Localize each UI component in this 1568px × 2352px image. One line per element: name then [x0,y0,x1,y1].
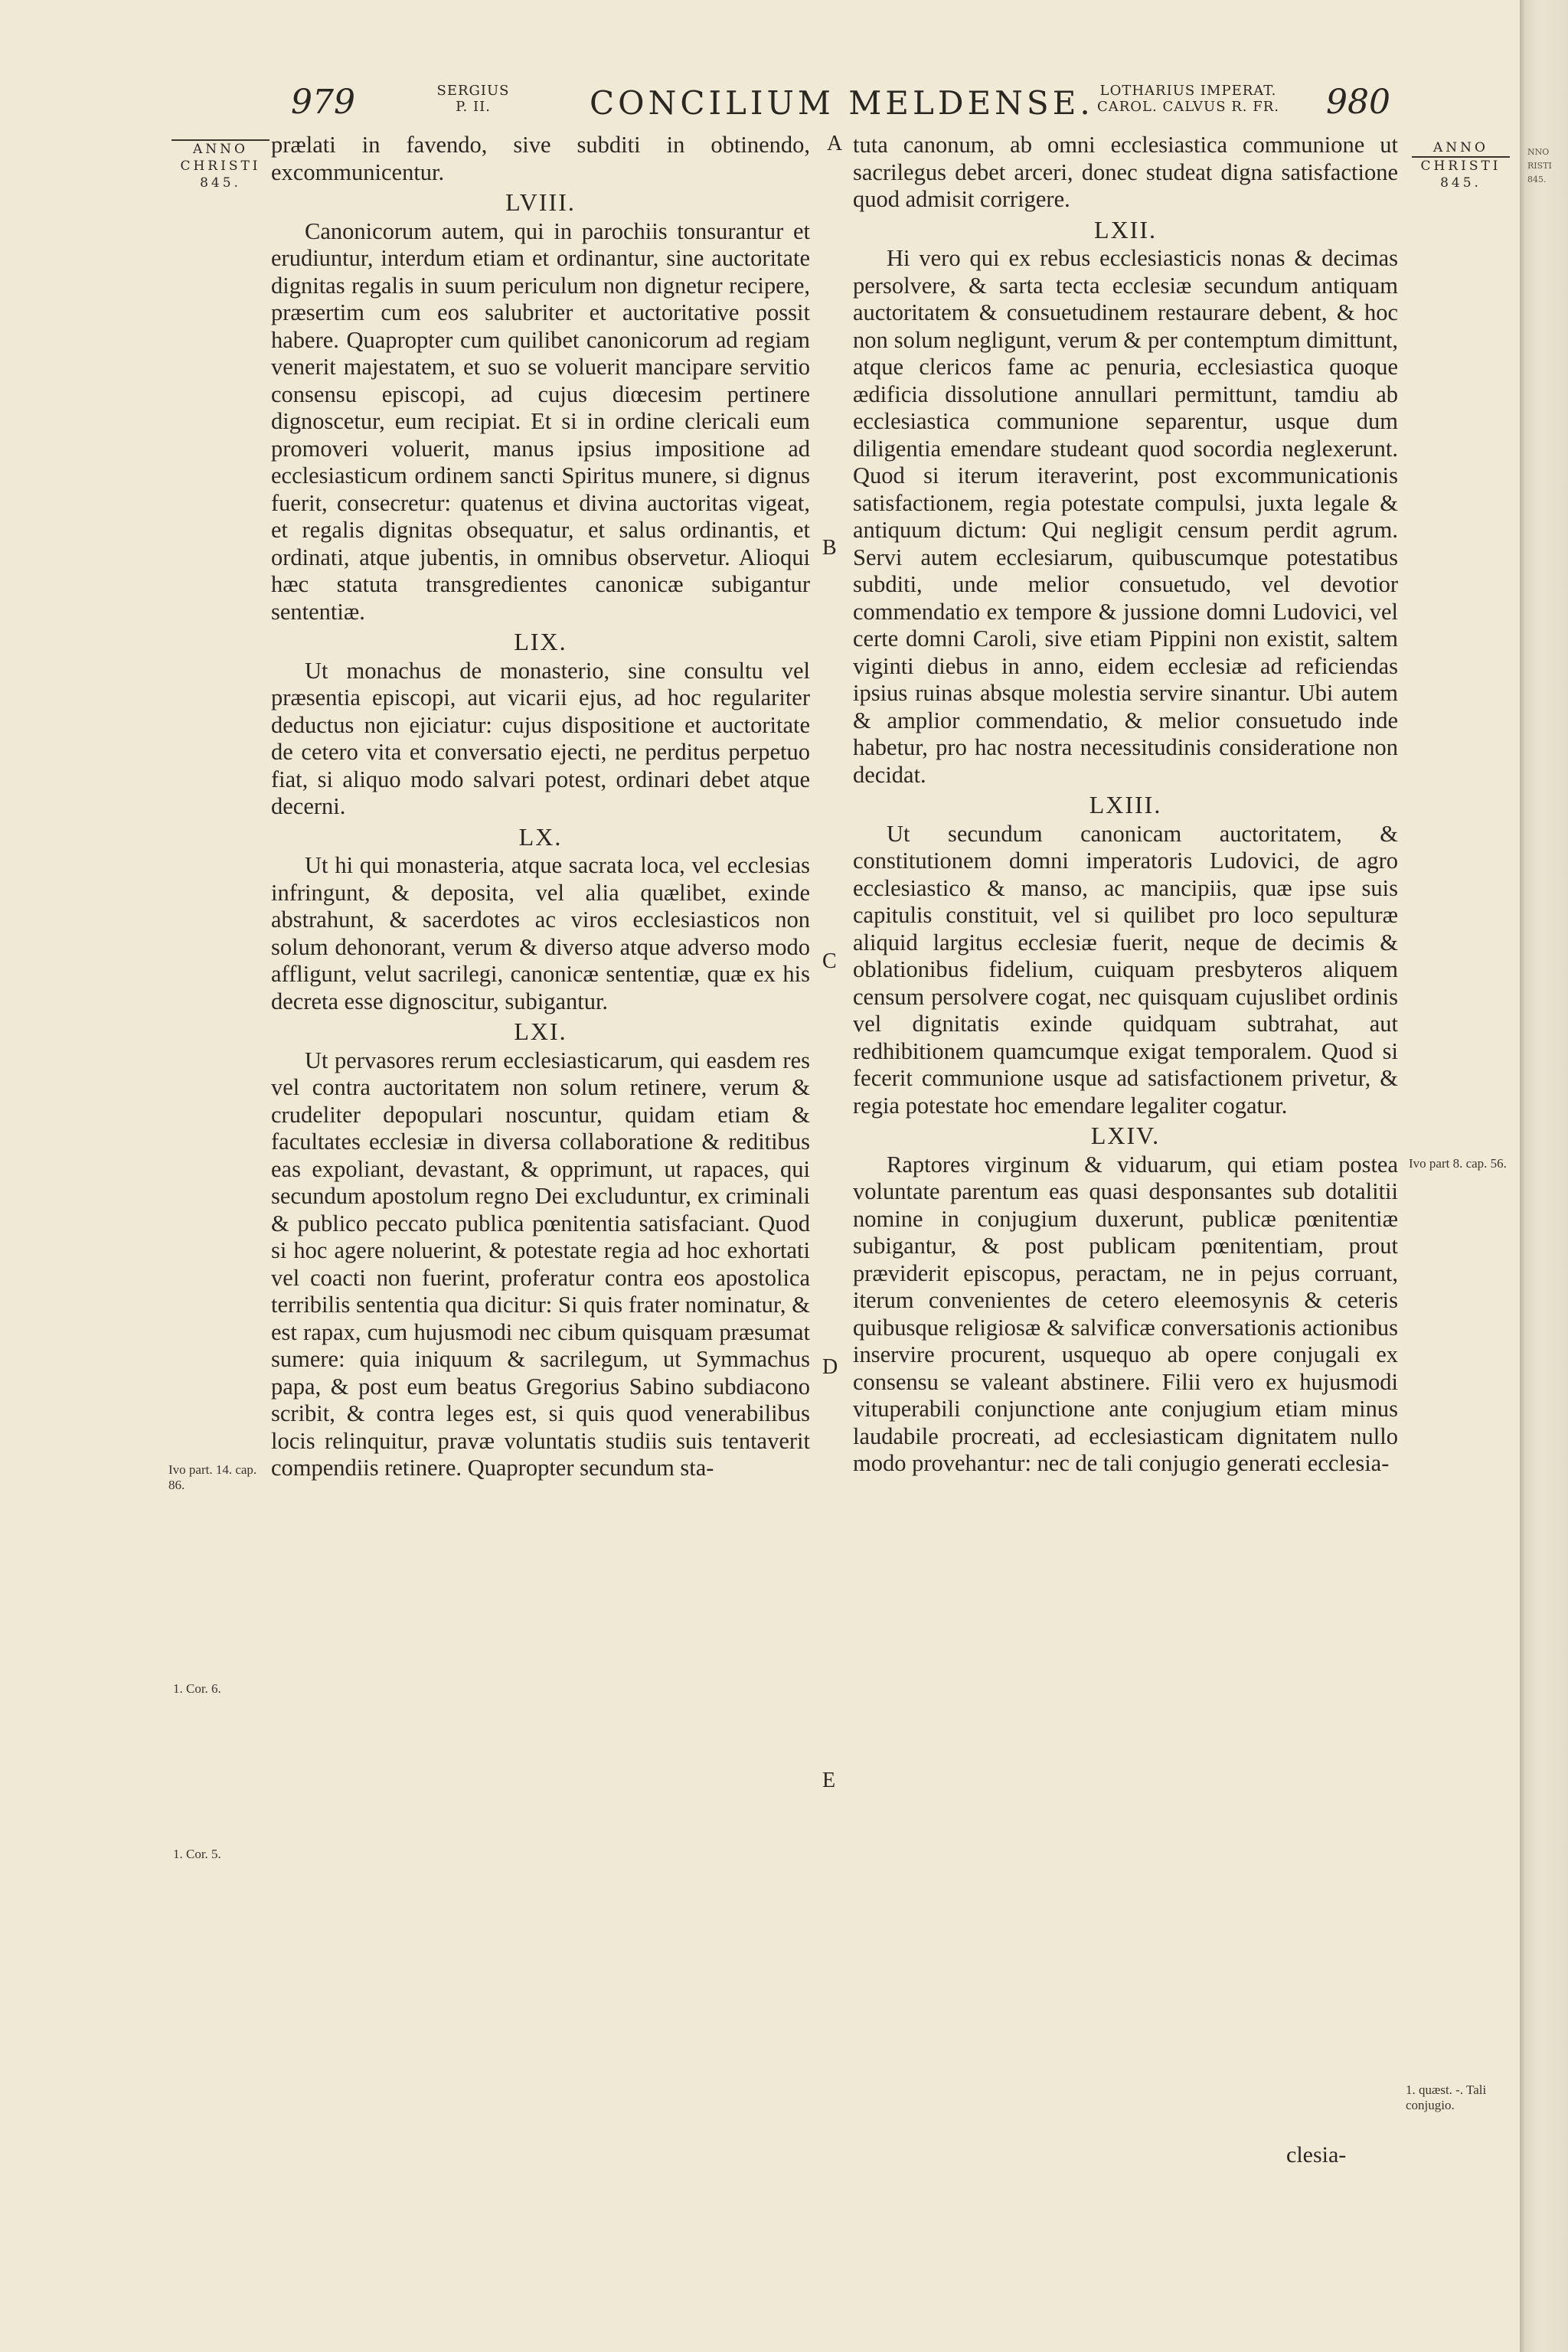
right-column-paragraph: Raptores virginum & viduarum, qui etiam postea voluntate parentum eas quasi desponsantes sub dotalitii nomine in conjugium duxerunt, publicæ pœnitentiæ subigantur, & post publicam pœnitentiam, prout præviderit episcopus, peractam, ne in pejus corruant, iterum convenientes de cetero eleemosynis & ceteris quibusque religiosæ & salvificæ conversationis actionibus inservire procurent, usquequo ab opere conjugali ex consensu se valeant abstinere. Filii vero ex hujusmodi vituperabili conjunctione ante conjugium etiam minus laudabile procreati, ad ecclesiasticam dignitatem nullo modo provehantur: nec de tali conjugio generati ecclesia- [853,1151,1398,1476]
right-column [853,132,1398,1478]
left-column [271,132,810,1482]
right-column-heading: LXIV. [1090,1122,1161,1149]
running-head-right [1066,83,1311,115]
margin-note-1-cor-6: 1. Cor. 6. [173,1681,221,1696]
anno-left-word: ANNO [193,142,248,157]
anno-left-year: 845. [200,175,241,191]
left-column-paragraph: prælati in favendo, sive subditi in obtinendo, excommunicentur. [271,132,810,185]
gutter-letter-b: B [822,536,837,560]
anno-right-word: ANNO [1433,140,1488,155]
running-head-right-line2: CAROL. CALVUS R. FR. [1096,99,1280,115]
edge-fragment-1: NNO [1527,147,1550,157]
running-head-left-line1: SERGIUS [436,83,510,99]
page-number-right: 980 [1326,83,1390,122]
right-column-heading: LXIII. [1089,791,1162,818]
running-head-left [420,83,527,115]
edge-fragment-2: RISTI [1527,161,1552,171]
page-number-left: 979 [291,83,355,122]
gutter-letter-e: E [822,1769,836,1792]
left-column-paragraph: Ut monachus de monasterio, sine consultu vel præsentia episcopi, aut vicarii ejus, ad hoc regulariter deductus non ejiciatur: cujus dispositione et auctoritate de cetero vita et conversatio ejecti, ne perditus perpetuo fiat, si aliquo modo salvari potest, ordinari debet atque decerni. [271,657,810,819]
running-head-left-line2: P. II. [456,99,491,115]
adjacent-page-edge [1520,0,1568,2352]
left-column-heading: LIX. [514,628,567,655]
gutter-letter-d: D [822,1355,838,1379]
left-column-paragraph: Canonicorum autem, qui in parochiis tonsurantur et erudiuntur, interdum etiam et ordinantur, sine auctoritate dignitas regalis in suum periculum non dignetur recipere, præsertim cum eos salubriter et auctoritative possit habere. Quapropter cum quilibet canonicorum ad regiam venerit majestatem, et suo se voluerit mancipare servitio consensu episcopi, ad cujus diœcesim pertinere dignoscetur, eum recipiat. Et si in ordine clericali eum promoveri voluerit, manus ipsius impositione ad ecclesiasticum ordinem sancti Spiritus munere, si dignus fuerit, consecretur: quatenus et divina auctoritas vigeat, et regalis dignitas obsequatur, et salus ordinantis, et ordinati, atque jubentis, in omnibus observetur. Alioqui hæc statuta transgredientes canonicæ subigantur sententiæ. [271,217,810,625]
margin-note-1-cor-5: 1. Cor. 5. [173,1847,221,1861]
gutter-letter-a: A [827,132,843,155]
anno-left [172,139,270,191]
catchword: clesia- [1286,2142,1347,2167]
right-column-paragraph: Ut secundum canonicam auctoritatem, & constitutionem domni imperatoris Ludovici, de agro ecclesiastico & manso, ac mancipiis, quæ ipse suis capitulis constituit, vel si quilibet pro loco sepulturæ aliquid largitus ecclesiæ fuerit, neque de decimis & oblationibus fidelium, cuiquam presbyteros aliquem censum persolvere cogat, nec quisquam cujuslibet ordinis vel dignitatis exinde quidquam subtrahat, aut redhibitionem quamcumque exigat temporalem. Quod si fecerit communione usque ad satisfactionem privetur, & regia potestate hoc emendare legaliter cogatur. [853,820,1398,1119]
margin-note-ivo-8: Ivo part 8. cap. 56. [1409,1156,1507,1171]
left-column-paragraph: Ut pervasores rerum ecclesiasticarum, qui easdem res vel contra auctoritatem non solum retinere, verum & crudeliter depopulari noscuntur, quidam etiam & facultates ecclesiæ in diversa collaboratione & reditibus eas expoliant, devastant, & opprimunt, ut rapaces, qui secundum apostolum regno Dei excluduntur, ex criminali & publico peccato publica pœnitentia satisfaciant. Quod si hoc agere noluerint, & potestate regia ad hoc exhortati vel coacti non fuerint, proferatur contra eos apostolica terribilis sententia qua dicitur: Si quis frater nominatur, & est rapax, cum hujusmodi nec cibum quisquam præsumat sumere: quia iniquum & sacrilegum, ut Symmachus papa, & post eum beatus Gregorius Sabino subdiacono scribit, & contra leges est, si quis quod venerabilibus locis relinquitur, pravæ voluntatis studiis suis tentaverit compendiis retinere. Quapropter secundum sta- [271,1047,810,1481]
right-column-paragraph: Hi vero qui ex rebus ecclesiasticis nonas & decimas persolvere, & sarta tecta ecclesiæ secundum antiquam auctoritatem & consuetudinem restaurare debent, & hoc non solum negligunt, verum & per contemptum dimittunt, atque clericos fame ac penuria, ecclesiastica quoque ædificia dissolutione annullari permittunt, tamdiu ab ecclesiastica communione separentur, usque dum diligentia emendare studeant quod socordia neglexerunt. Quod si iterum iteraverint, post excommunicationis satisfactionem, regia potestate compulsi, juxta legale & antiquum dictum: Qui negligit censum perdit agrum. Servi autem ecclesiarum, quibuscumque potestatibus subditi, unde melior consuetudo, vel devotior commendatio ex tempore & jussione domni Ludovici, vel certe domni Caroli, sive etiam Pippini non existit, saltem viginti diebus in anno, eidem ecclesiæ ad reficiendas ipsius ruinas absque molestia servire sinantur. Ubi autem & amplior commendatio, & melior consuetudo inde habetur, pro hac nostra necessitudinis consideratione non decidat. [853,245,1398,788]
left-column-heading: LX. [518,822,563,851]
running-head-right-line1: LOTHARIUS IMPERAT. [1099,83,1277,99]
margin-note-quaest: 1. quæst. -. Tali conjugio. [1406,2082,1487,2112]
gutter-letter-c: C [822,949,837,973]
page-title: CONCILIUM MELDENSE. [590,84,1094,122]
margin-note-ivo-14: Ivo part. 14. cap. 86. [168,1462,257,1492]
anno-right [1412,139,1510,191]
anno-left-christi: CHRISTI [180,158,261,174]
left-column-heading: LXI. [514,1018,567,1045]
anno-right-year: 845. [1440,175,1481,191]
left-column-paragraph: Ut hi qui monasteria, atque sacrata loca, vel ecclesias infringunt, & deposita, vel alia quælibet, exinde abstrahunt, & sacerdotes ac viros ecclesiasticos non solum dehonorant, verum & diverso atque adverso modo affligunt, velut sacrilegi, canonicæ sententiæ, quæ ex his decreta esse dignoscitur, subigantur. [271,852,810,1014]
left-column-heading: LVIII. [505,188,576,216]
right-column-paragraph: tuta canonum, ab omni ecclesiastica communione ut sacrilegus debet arceri, donec studeat digna satisfactione quod admisit corrigere. [853,132,1398,212]
edge-fragment-3: 845. [1527,175,1547,185]
right-column-heading: LXII. [1094,215,1157,243]
anno-right-christi: CHRISTI [1420,158,1501,174]
